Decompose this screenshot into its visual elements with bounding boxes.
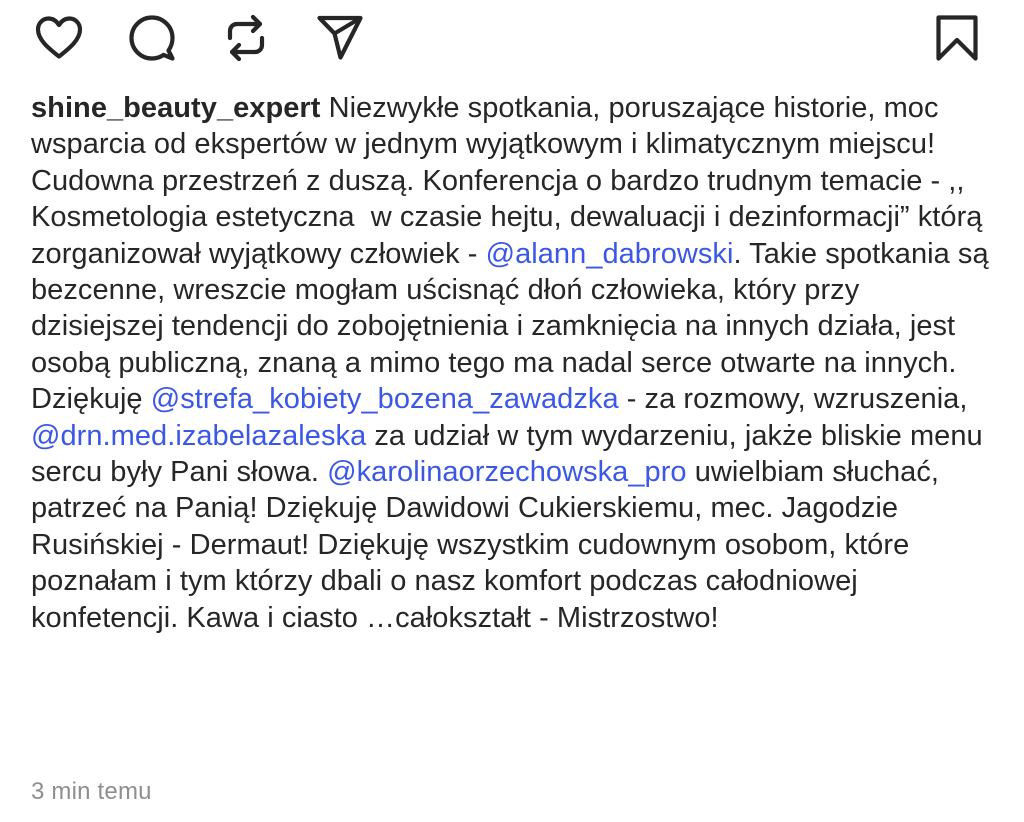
repost-icon <box>220 12 272 64</box>
mention-link[interactable]: @alann_dabrowski <box>485 237 734 270</box>
caption-text: - za rozmowy, wzruszenia, <box>618 383 968 416</box>
mention-link[interactable]: @strefa_kobiety_bozena_zawadzka <box>150 383 619 416</box>
caption-username[interactable]: shine_beauty_expert <box>31 92 321 124</box>
caption-text: Niezwykłe spotkania, poruszające historie, moc wsparcia od ekspertów w jednym wyjątkowym i klimatycznym miejscu! Cudowna przestrzeń z duszą. Konferencja o bardzo trudnym temacie - ,, Kosmetologia estetyczna w czasie hejtu, dewaluacji i dezinformacji” którą zorganizował wyjątkowy człowiek - <box>31 92 983 270</box>
paper-plane-icon <box>314 12 366 64</box>
post-action-bar <box>0 0 1024 80</box>
caption-text: za udział w tym wydarzeniu, jakże bliskie menu sercu były Pani słowa. <box>31 419 983 489</box>
caption-text: uwielbiam słuchać, patrzeć na Panią! Dziękuję Dawidowi Cukierskiemu, mec. Jagodzie Rusińskiej - Dermaut! Dziękuję wszystkim cudownym osobom, które poznałam i tym którzy dbali o nasz komfort podczas całodniowej konfetencji. Kawa i ciasto …całokształt - Mistrzostwo! <box>31 456 939 634</box>
bookmark-icon <box>931 12 983 64</box>
caption-text: . Takie spotkania są bezcenne, wreszcie mogłam uścisnąć dłoń człowieka, który przy dzisiejszej tendencji do zobojętnienia i zamknięcia na innych działa, jest osobą publiczną, znaną a mimo tego ma nadal serce otwarte na innych. Dziękuję <box>31 237 989 416</box>
comment-icon <box>126 12 178 64</box>
share-button[interactable] <box>312 10 368 66</box>
post-timestamp: 3 min temu <box>31 778 152 805</box>
like-button[interactable] <box>31 10 87 66</box>
repost-button[interactable] <box>218 10 274 66</box>
post-caption <box>31 90 993 636</box>
comment-button[interactable] <box>124 10 180 66</box>
mention-link[interactable]: @karolinaorzechowska_pro <box>327 456 687 489</box>
caption-body <box>31 92 989 634</box>
save-button[interactable] <box>929 10 985 66</box>
heart-icon <box>33 12 85 64</box>
mention-link[interactable]: @drn.med.izabelazaleska <box>31 419 367 452</box>
